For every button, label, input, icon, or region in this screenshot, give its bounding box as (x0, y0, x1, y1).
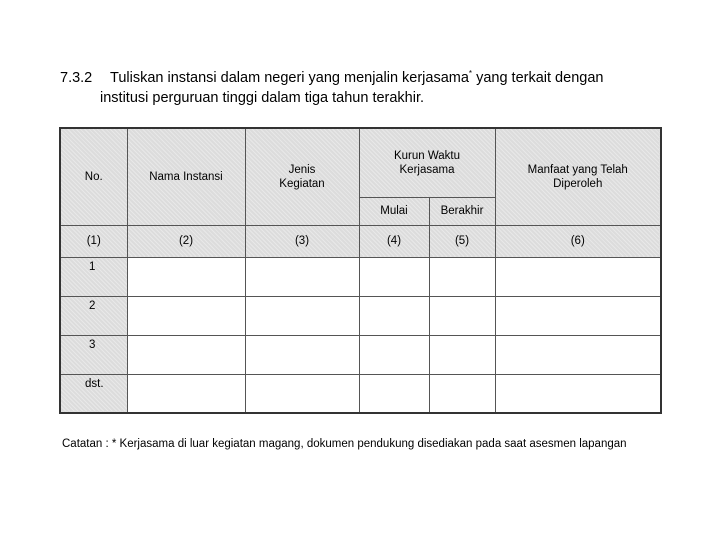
header-kurun-waktu: Kurun Waktu Kerjasama (359, 128, 495, 197)
table-cell (359, 296, 429, 335)
table-cell (359, 335, 429, 374)
table-row (60, 335, 661, 374)
table-cell (429, 257, 495, 296)
table-cell (495, 374, 661, 413)
header-berakhir: Berakhir (429, 197, 495, 225)
heading-text-part2: yang terkait dengan (472, 70, 604, 86)
table-cell (495, 257, 661, 296)
header-jenis-kegiatan: Jenis Kegiatan (245, 128, 359, 225)
header-manfaat: Manfaat yang Telah Diperoleh (495, 128, 661, 225)
table-cell (127, 296, 245, 335)
row-number: 2 (60, 296, 127, 335)
header-no: No. (60, 128, 127, 225)
table-row (60, 296, 661, 335)
row-number: 3 (60, 335, 127, 374)
col-number-4: (4) (359, 225, 429, 257)
section-number: 7.3.2 (60, 70, 93, 86)
col-number-2: (2) (127, 225, 245, 257)
table-row (60, 257, 661, 296)
table-cell (245, 374, 359, 413)
section-heading (60, 64, 700, 108)
table-cell (245, 335, 359, 374)
table-cell (245, 296, 359, 335)
table-cell (127, 257, 245, 296)
table-cell (127, 335, 245, 374)
heading-footnote-mark: * (468, 69, 473, 78)
table-cell (495, 335, 661, 374)
header-mulai: Mulai (359, 197, 429, 225)
col-number-3: (3) (245, 225, 359, 257)
col-number-6: (6) (495, 225, 661, 257)
table-cell (359, 257, 429, 296)
col-number-5: (5) (429, 225, 495, 257)
table-cell (429, 335, 495, 374)
row-number: dst. (60, 374, 127, 413)
table-cell (429, 374, 495, 413)
table-cell (359, 374, 429, 413)
heading-text-line2: institusi perguruan tinggi dalam tiga tahun terakhir. (100, 90, 425, 106)
table-cell (429, 296, 495, 335)
table-cell (127, 374, 245, 413)
footnote: Catatan : * Kerjasama di luar kegiatan magang, dokumen pendukung disediakan pada saat asesmen lapangan (62, 438, 627, 450)
col-number-1: (1) (60, 225, 127, 257)
table-cell (245, 257, 359, 296)
heading-text-part1: Tuliskan instansi dalam negeri yang menjalin kerjasama (110, 70, 469, 86)
row-number: 1 (60, 257, 127, 296)
header-nama-instansi: Nama Instansi (127, 128, 245, 225)
table-row (60, 374, 661, 413)
kerjasama-table (59, 127, 662, 414)
table-cell (495, 296, 661, 335)
